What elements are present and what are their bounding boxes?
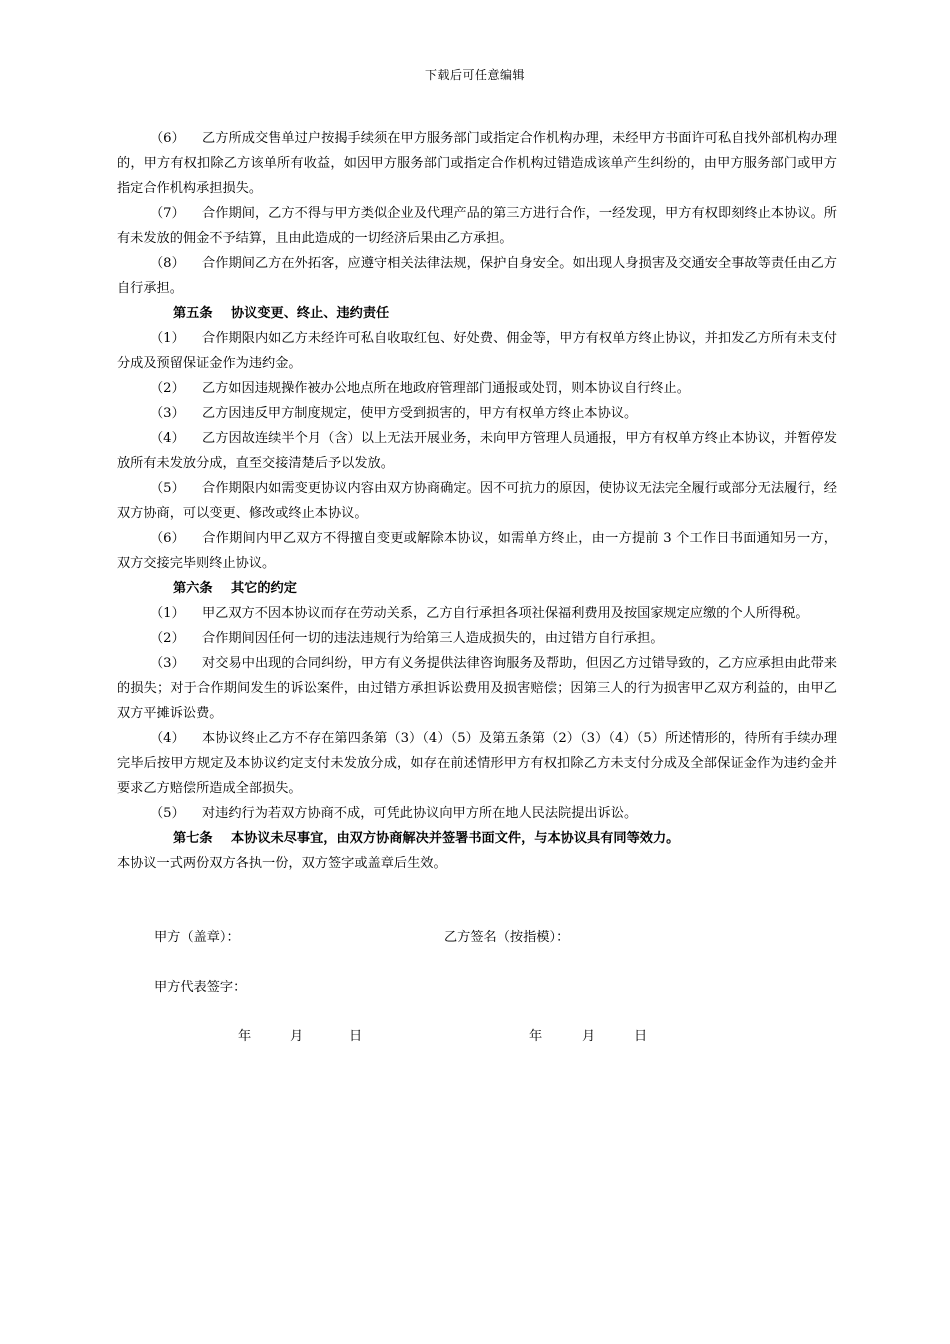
clause-number: （1） (150, 606, 185, 621)
clause-number: （3） (150, 656, 185, 671)
clause-paragraph (117, 526, 837, 576)
article-heading (117, 826, 837, 851)
clause-text: 乙方因故连续半个月（含）以上无法开展业务，未向甲方管理人员通报，甲方有权单方终止本协议，并暂停发放所有未发放分成，直至交接清楚后予以发放。 (117, 431, 837, 471)
page-header: 下载后可任意编辑 (424, 68, 525, 82)
clause-text: 对交易中出现的合同纠纷，甲方有义务提供法律咨询服务及帮助，但因乙方过错导致的，乙方应承担由此带来的损失；对于合作期间发生的诉讼案件，由过错方承担诉讼费用及损害赔偿；因第三人的行为损害甲乙双方利益的，由甲乙双方平摊诉讼费。 (117, 656, 837, 721)
date-day-label: 日 (634, 1029, 648, 1044)
clause-number: （7） (150, 206, 185, 221)
clause-number: （6） (150, 131, 185, 146)
clause-paragraph (117, 726, 837, 801)
clause-paragraph (117, 326, 837, 376)
clause-number: （2） (150, 631, 185, 646)
clause-paragraph (117, 126, 837, 201)
date-year-label: 年 (238, 1029, 252, 1044)
clause-text: 对违约行为若双方协商不成，可凭此协议向甲方所在地人民法院提出诉讼。 (202, 806, 638, 821)
clause-text: 本协议终止乙方不存在第四条第（3）（4）（5）及第五条第（2）（3）（4）（5）所述情形的，待所有手续办理完毕后按甲方规定及本协议约定支付未发放分成，如存在前述情形甲方有权扣除乙方未支付分成及全部保证金作为违约金并要求乙方赔偿所造成全部损失。 (117, 731, 837, 796)
clause-paragraph (117, 626, 837, 651)
document-body (117, 126, 837, 876)
clause-text: 合作期间因任何一切的违法违规行为给第三人造成损失的，由过错方自行承担。 (202, 631, 664, 646)
article-number: 第六条 (173, 581, 213, 596)
party-a-seal-label: 甲方（盖章）： (154, 930, 240, 945)
clause-paragraph (117, 201, 837, 251)
clause-number: （2） (150, 381, 185, 396)
clause-text: 合作期间乙方在外拓客，应遵守相关法律法规，保护自身安全。如出现人身损害及交通安全事故等责任由乙方自行承担。 (117, 256, 837, 296)
article-title: 本协议未尽事宜，由双方协商解决并签署书面文件，与本协议具有同等效力。 (231, 831, 680, 846)
clause-text: 乙方因违反甲方制度规定，使甲方受到损害的，甲方有权单方终止本协议。 (202, 406, 638, 421)
clause-number: （5） (150, 806, 185, 821)
article-number: 第七条 (173, 831, 213, 846)
clause-paragraph (117, 251, 837, 301)
clause-text: 合作期间，乙方不得与甲方类似企业及代理产品的第三方进行合作，一经发现，甲方有权即刻终止本协议。所有未发放的佣金不予结算，且由此造成的一切经济后果由乙方承担。 (117, 206, 837, 246)
date-year-label: 年 (529, 1029, 543, 1044)
clause-paragraph (117, 426, 837, 476)
article-number: 第五条 (173, 306, 213, 321)
clause-text: 乙方所成交售单过户按揭手续须在甲方服务部门或指定合作机构办理，未经甲方书面许可私自找外部机构办理的，甲方有权扣除乙方该单所有收益，如因甲方服务部门或指定合作机构过错造成该单产生纠纷的，由甲方服务部门或甲方指定合作机构承担损失。 (117, 131, 837, 196)
date-day-label: 日 (349, 1029, 363, 1044)
party-b-signature-label: 乙方签名（按指模）： (444, 930, 570, 945)
article-title: 协议变更、终止、违约责任 (231, 306, 390, 321)
clause-text: 合作期限内如乙方未经许可私自收取红包、好处费、佣金等，甲方有权单方终止协议，并扣发乙方所有未支付分成及预留保证金作为违约金。 (117, 331, 837, 371)
clause-number: （3） (150, 406, 185, 421)
article-heading (117, 301, 837, 326)
clause-paragraph (117, 376, 837, 401)
date-month-label: 月 (582, 1029, 596, 1044)
clause-text: 甲乙双方不因本协议而存在劳动关系，乙方自行承担各项社保福利费用及按国家规定应缴的个人所得税。 (202, 606, 809, 621)
clause-number: （4） (150, 731, 185, 746)
clause-number: （1） (150, 331, 185, 346)
clause-number: （6） (150, 531, 185, 546)
clause-text: 合作期限内如需变更协议内容由双方协商确定。因不可抗力的原因，使协议无法完全履行或部分无法履行，经双方协商，可以变更、修改或终止本协议。 (117, 481, 837, 521)
clause-number: （4） (150, 431, 185, 446)
closing-statement: 本协议一式两份双方各执一份，双方签字或盖章后生效。 (117, 856, 447, 871)
clause-number: （5） (150, 481, 185, 496)
clause-text: 乙方如因违规操作被办公地点所在地政府管理部门通报或处罚，则本协议自行终止。 (202, 381, 690, 396)
clause-paragraph (117, 401, 837, 426)
clause-paragraph (117, 601, 837, 626)
clause-paragraph (117, 651, 837, 726)
party-a-representative-label: 甲方代表签字： (154, 980, 247, 995)
date-month-label: 月 (290, 1029, 304, 1044)
clause-paragraph (117, 801, 837, 826)
clause-number: （8） (150, 256, 185, 271)
clause-text: 合作期间内甲乙双方不得擅自变更或解除本协议，如需单方终止，由一方提前 3 个工作日书面通知另一方，双方交接完毕则终止协议。 (117, 531, 837, 571)
article-heading (117, 576, 837, 601)
article-title: 其它的约定 (231, 581, 297, 596)
clause-paragraph (117, 476, 837, 526)
